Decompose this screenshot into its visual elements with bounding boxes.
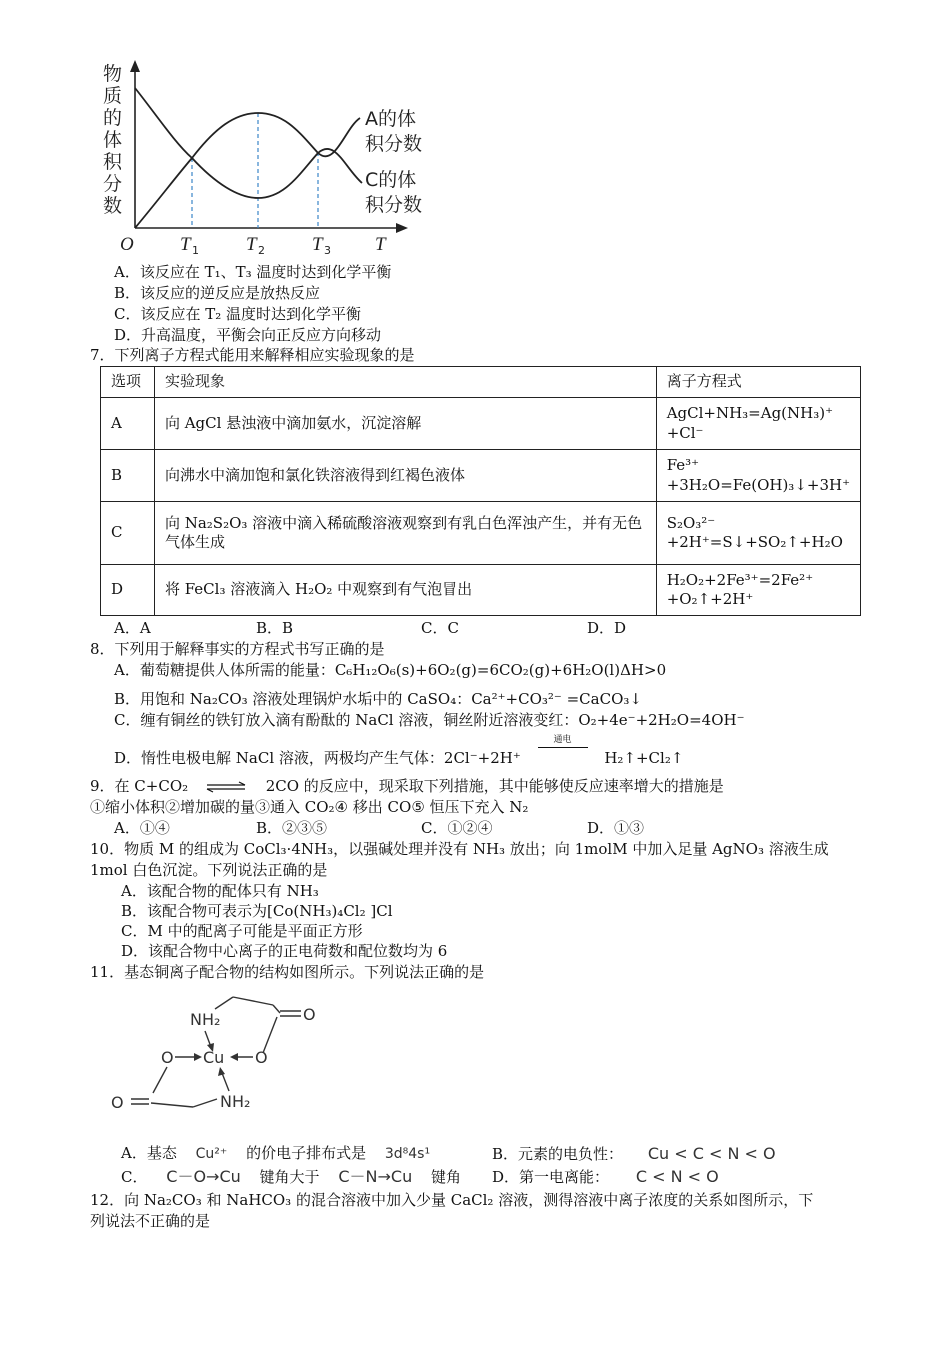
row-option: C xyxy=(101,502,155,565)
x-axis-arrow xyxy=(396,223,408,233)
y-axis-arrow xyxy=(130,60,140,72)
q11-option-b xyxy=(492,1144,776,1165)
curve-a-label: 积分数 xyxy=(365,133,423,155)
q9-stem-prefix: 9．在 C+CO₂ xyxy=(90,777,189,795)
table-header-row xyxy=(101,367,861,398)
q11-c-mid: 键角大于 xyxy=(259,1168,320,1186)
q9-option: B．②③⑤ xyxy=(256,819,328,837)
q11-b-formula: Cu < C < N < O xyxy=(647,1144,776,1163)
struct-cu: Cu xyxy=(203,1048,225,1067)
y-axis-label-char: 的 xyxy=(103,107,123,129)
row-option: D xyxy=(101,565,155,616)
q10-option-d: D．该配合物中心离子的正电荷数和配位数均为 6 xyxy=(121,942,448,960)
row-option: A xyxy=(101,398,155,450)
q12-stem-line1: 12．向 Na₂CO₃ 和 NaHCO₃ 的混合溶液中加入少量 CaCl₂ 溶液，测得溶液中离子浓度的关系如图所示，下 xyxy=(90,1191,814,1209)
q11-option-d xyxy=(492,1167,719,1188)
row-phenomenon: 向沸水中滴加饱和氯化铁溶液得到红褐色液体 xyxy=(154,450,656,502)
table-row xyxy=(101,450,861,502)
x-tick-subscript: 2 xyxy=(258,244,265,257)
q7-table xyxy=(100,366,861,616)
row-phenomenon: 将 FeCl₃ 溶液滴入 H₂O₂ 中观察到有气泡冒出 xyxy=(154,565,656,616)
q8-d-prefix: D．惰性电极电解 NaCl 溶液，两极均产生气体：2Cl⁻+2H⁺ xyxy=(114,749,521,767)
row-equation: S₂O₃²⁻ +2H⁺=S↓+SO₂↑+H₂O xyxy=(656,502,860,565)
q8-option-a: A．葡萄糖提供人体所需的能量：C₆H₁₂O₆(s)+6O₂(g)=6CO₂(g)+6H₂O(l)ΔH>0 xyxy=(114,661,667,679)
q11-option-a xyxy=(121,1144,444,1164)
q9-measures: ①缩小体积②增加碳的量③通入 CO₂④ 移出 CO⑤ 恒压下充入 N₂ xyxy=(90,798,529,816)
q7-option: C．C xyxy=(421,619,459,637)
q9-stem xyxy=(90,777,724,797)
q6-option-d: D．升高温度，平衡会向正反应方向移动 xyxy=(114,326,382,344)
y-axis-label-char: 质 xyxy=(103,85,123,107)
q11-a-prefix: A．基态 xyxy=(121,1144,177,1162)
condition-line xyxy=(538,747,588,748)
curve-a-label: A的体 xyxy=(365,108,416,130)
q11-stem: 11．基态铜离子配合物的结构如图所示。下列说法正确的是 xyxy=(90,963,485,981)
q9-option: A．①④ xyxy=(114,819,170,837)
q7-stem: 7．下列离子方程式能用来解释相应实验现象的是 xyxy=(90,346,415,364)
copper-complex-structure xyxy=(105,995,335,1125)
x-tick-label: T xyxy=(246,234,257,255)
y-axis-label-char: 积 xyxy=(103,151,123,173)
q11-d-prefix: D．第一电离能： xyxy=(492,1168,610,1186)
q6-option-c: C．该反应在 T₂ 温度时达到化学平衡 xyxy=(114,305,362,323)
struct-o-right: O xyxy=(255,1048,268,1067)
table-row xyxy=(101,565,861,616)
table-header-cell: 实验现象 xyxy=(154,367,656,398)
q11-a-ion: Cu²⁺ xyxy=(195,1146,228,1162)
q11-c-suffix: 键角 xyxy=(431,1168,462,1186)
q10-stem-line2: 1mol 白色沉淀。下列说法正确的是 xyxy=(90,861,328,879)
table-header-cell: 离子方程式 xyxy=(656,367,860,398)
q11-c-prefix: C． xyxy=(121,1168,148,1186)
row-phenomenon: 向 Na₂S₂O₃ 溶液中滴入稀硫酸溶液观察到有乳白色浑浊产生，并有无色气体生成 xyxy=(154,502,656,565)
q7-option: D．D xyxy=(587,619,627,637)
x-tick-subscript: 1 xyxy=(192,244,199,257)
row-equation: H₂O₂+2Fe³⁺=2Fe²⁺ +O₂↑+2H⁺ xyxy=(656,565,860,616)
origin-label: O xyxy=(120,234,134,255)
q10-option-c: C．M 中的配离子可能是平面正方形 xyxy=(121,922,363,940)
row-option: B xyxy=(101,450,155,502)
q6-chart xyxy=(100,58,440,258)
q6-option-a: A．该反应在 T₁、T₃ 温度时达到化学平衡 xyxy=(114,263,392,281)
struct-o-double-top: O xyxy=(303,1005,316,1024)
q8-stem: 8．下列用于解释事实的方程式书写正确的是 xyxy=(90,640,385,658)
row-equation: Fe³⁺ +3H₂O=Fe(OH)₃↓+3H⁺ xyxy=(656,450,860,502)
q11-d-formula: C < N < O xyxy=(635,1167,719,1186)
series-c-curve xyxy=(135,88,362,198)
q8-option-c: C．缠有铜丝的铁钉放入滴有酚酞的 NaCl 溶液，铜丝附近溶液变红：O₂+4e⁻+2H₂O=4OH⁻ xyxy=(114,711,745,729)
x-tick-label: T xyxy=(312,234,323,255)
q7-option: A．A xyxy=(114,619,151,637)
q11-b-prefix: B．元素的电负性： xyxy=(492,1145,624,1163)
q11-c-bond1: C－O→Cu xyxy=(166,1167,241,1186)
curve-c-label: C的体 xyxy=(365,169,417,191)
x-tick-subscript: 3 xyxy=(324,244,331,257)
y-axis-label-char: 物 xyxy=(103,63,123,85)
y-axis-label-char: 分 xyxy=(103,173,123,195)
x-axis-label: T xyxy=(375,234,386,255)
q9-option: C．①②④ xyxy=(421,819,493,837)
q9-option: D．①③ xyxy=(587,819,645,837)
curve-c-label: 积分数 xyxy=(365,194,423,216)
q8-d-suffix: H₂↑+Cl₂↑ xyxy=(604,749,684,767)
q8-option-d xyxy=(114,735,684,769)
q11-a-mid: 的价电子排布式是 xyxy=(246,1144,367,1162)
q11-option-c xyxy=(121,1167,461,1188)
q12-stem-line2: 列说法不正确的是 xyxy=(90,1212,211,1230)
struct-o-double-bottom: O xyxy=(111,1093,124,1112)
table-header-cell: 选项 xyxy=(101,367,155,398)
q8-option-b: B．用饱和 Na₂CO₃ 溶液处理锅炉水垢中的 CaSO₄：Ca²⁺+CO₃²⁻ =CaCO₃↓ xyxy=(114,690,642,708)
q9-stem-suffix: 2CO 的反应中，现采取下列措施，其中能够使反应速率增大的措施是 xyxy=(265,777,724,795)
y-axis-label-char: 数 xyxy=(103,195,123,217)
series-a-curve xyxy=(135,113,360,228)
struct-nh2-bottom: NH₂ xyxy=(220,1092,251,1111)
table-row xyxy=(101,502,861,565)
condition-label: 通电 xyxy=(553,735,572,745)
x-tick-label: T xyxy=(180,234,191,255)
row-phenomenon: 向 AgCl 悬浊液中滴加氨水，沉淀溶解 xyxy=(154,398,656,450)
q11-c-bond2: C－N→Cu xyxy=(338,1167,413,1186)
struct-nh2-top: NH₂ xyxy=(190,1010,221,1029)
q10-option-a: A．该配合物的配体只有 NH₃ xyxy=(121,882,319,900)
struct-o-left: O xyxy=(161,1048,174,1067)
q11-a-config: 3d⁸4s¹ xyxy=(384,1146,431,1162)
q7-option: B．B xyxy=(256,619,294,637)
y-axis-label-char: 体 xyxy=(103,129,123,151)
q6-option-b: B．该反应的逆反应是放热反应 xyxy=(114,284,321,302)
row-equation: AgCl+NH₃=Ag(NH₃)⁺ +Cl⁻ xyxy=(656,398,860,450)
table-row xyxy=(101,398,861,450)
equilibrium-arrow-icon xyxy=(205,781,249,793)
q10-option-b: B．该配合物可表示为[Co(NH₃)₄Cl₂ ]Cl xyxy=(121,902,393,920)
q10-stem-line1: 10．物质 M 的组成为 CoCl₃·4NH₃，以强碱处理并没有 NH₃ 放出；向 1molM 中加入足量 AgNO₃ 溶液生成 xyxy=(90,840,829,858)
